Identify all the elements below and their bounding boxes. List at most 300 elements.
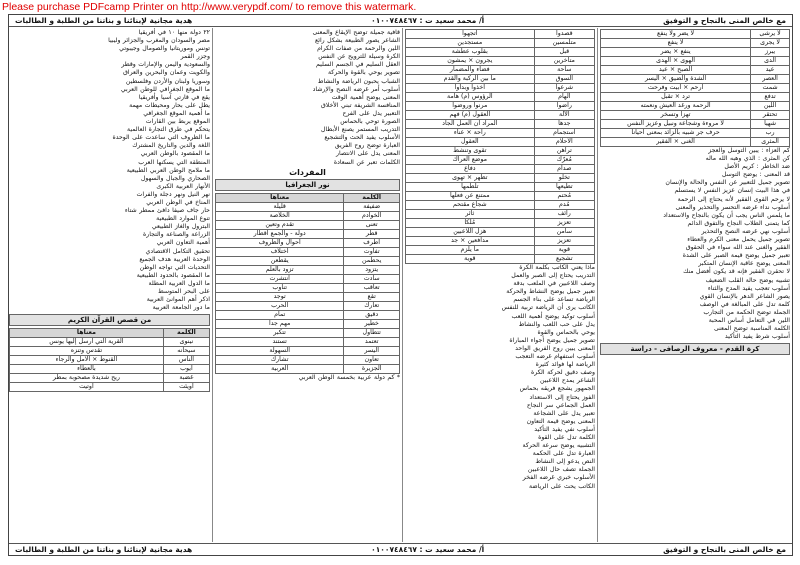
text-line: حار جاف صيفا دافئ ممطر شتاء: [124, 207, 210, 215]
table-cell-word: سادت: [344, 275, 400, 284]
table-cell-word: رب: [751, 129, 790, 138]
page-footer: [9, 543, 792, 555]
table-cell-meaning: قليلة: [216, 203, 344, 212]
text-line: وجزر القمر: [180, 53, 210, 61]
table-row: [406, 39, 595, 48]
table-row: [406, 48, 595, 57]
text-line: ما ملامح الوطن العربي الطبيعية: [126, 166, 210, 174]
text-line: أسلوب تعجب يفيد المدح والثناء: [707, 284, 790, 292]
table-cell-word: متأخرين: [534, 57, 594, 66]
text-line: المناخ في الوطن العربي: [146, 198, 210, 206]
table-cell-meaning: السهولة: [216, 347, 344, 356]
text-line: المعنى يوضح قيمة التعاون: [526, 417, 595, 425]
table-row: [216, 212, 400, 221]
table-header-word: الكلمة: [163, 328, 209, 337]
table-cell-word: مُعرّك: [534, 156, 594, 165]
table-row: [216, 230, 400, 239]
text-line: المعنى يبين روح الفريق الواحد: [515, 344, 595, 352]
text-line: تشبيه يوضح حالة القلب الضعيف: [705, 276, 790, 284]
table-cell-word: الهام: [534, 93, 594, 102]
column-right: [597, 28, 792, 542]
text-line: الجملة تصف حال اللاعبين: [527, 466, 595, 474]
geography-table-title: نور الجغرافيا: [215, 179, 400, 191]
table-row: [216, 329, 400, 338]
table-cell-word: راضوا: [534, 102, 594, 111]
table-cell-word: استجمام: [534, 129, 594, 138]
table-row: [406, 246, 595, 255]
table-row: [406, 228, 595, 237]
table-cell-meaning: راحة × عناء: [406, 129, 535, 138]
text-line: اللغة والدين والتاريخ المشترك: [132, 142, 210, 150]
text-line: الرياضة لها فوائد كثيرة: [535, 361, 595, 369]
text-line: المعنى يوضح عاقبة الإنسان المتكبر: [698, 260, 790, 268]
text-line: في هذا البيت إنسان عزيز النفس لا يستسلم: [674, 187, 790, 195]
table-row: [216, 284, 400, 293]
text-line: الجملة توضح الحكمة من التجارب: [703, 308, 790, 316]
table-header-word: الكلمة: [344, 194, 400, 203]
text-line: يوحي بالحماس والقوة: [537, 328, 595, 336]
table-cell-meaning: اختلاف: [216, 248, 344, 257]
table-row: [601, 48, 790, 57]
text-line: الموقع يربط بين القارات: [145, 118, 210, 126]
table-row: [601, 57, 790, 66]
table-cell-word: الخوادم: [344, 212, 400, 221]
table-cell-word: ساحة: [534, 66, 594, 75]
text-line: الجمهور يشجع فريقه بحماس: [519, 385, 595, 393]
text-line: تنوع الموارد الطبيعية: [156, 215, 210, 223]
table-row: [406, 174, 595, 183]
table-row: [216, 338, 400, 347]
column-middle-right: [402, 28, 597, 542]
text-line: الكلمات تعبر عن السعادة: [333, 158, 400, 166]
table-cell-word: لا يرشى: [751, 30, 790, 39]
table-cell-meaning: تزود بالعلم: [216, 266, 344, 275]
table-row: [601, 39, 790, 48]
table-cell-word: اليسر: [344, 347, 400, 356]
table-cell-meaning: مدافعين × جد: [406, 237, 535, 246]
table-cell-word: شهيا: [751, 120, 790, 129]
table-cell-word: مُدم: [534, 201, 594, 210]
text-line: كن المثرى : الذي وهبه الله ماله: [705, 155, 790, 163]
table-cell-meaning: مستجدين: [406, 39, 535, 48]
text-line: اللين والرحمة من صفات الكرام: [317, 45, 400, 53]
table-row: [406, 57, 595, 66]
text-line: أسلوب أمر غرضه النصح والإرشاد: [312, 85, 400, 93]
table-cell-word: الأحلام: [534, 138, 594, 147]
table-cell-word: تطيعها: [534, 183, 594, 192]
text-line: ما الظروف التي ساعدت على الوحدة: [112, 134, 210, 142]
table-cell-meaning: أرحم × أبيت وفرحت: [601, 84, 751, 93]
table-cell-meaning: أوتيت: [10, 382, 164, 391]
text-line: اذكر أهم الموانئ العربية: [146, 296, 210, 304]
text-line: والسعودية واليمن والإمارات وقطر: [121, 61, 210, 69]
table-row: [406, 66, 595, 75]
table-row: [601, 66, 790, 75]
table-row: [406, 192, 595, 201]
table-cell-meaning: توجد: [216, 293, 344, 302]
text-line: ما الدول العربية المطلة: [148, 279, 210, 287]
text-line: ما أهمية الموقع الجغرافي: [143, 109, 210, 117]
column-middle-left-text: [215, 29, 400, 166]
text-line: الأسلوب يفيد الحث والتشجيع: [324, 134, 400, 142]
table-cell-meaning: الصبح × عيد: [601, 66, 751, 75]
table-row: [216, 302, 400, 311]
table-cell-meaning: الرؤوس (م) هامة: [406, 93, 535, 102]
table-row: [406, 201, 595, 210]
text-line: التدريب المستمر يصنع الأبطال: [320, 126, 400, 134]
table-cell-meaning: يقطعن: [216, 257, 344, 266]
text-line: الكاتب يحث على الرياضة: [529, 482, 595, 490]
column-left: [7, 28, 212, 542]
table-cell-meaning: المراد أن العمل الجاد: [406, 120, 535, 129]
text-line: ما دور الجامعة العربية: [152, 304, 210, 312]
text-line: الشباب يحبون الرياضة والنشاط: [317, 77, 400, 85]
table-row: [216, 293, 400, 302]
text-line: يصور الشاعر الدهر بالإنسان القوي: [699, 292, 790, 300]
column-left-text: [9, 29, 210, 312]
table-row: [406, 210, 595, 219]
table-cell-meaning: موضع العراك: [406, 156, 535, 165]
text-line: تصوير يوحي بالقوة والحركة: [327, 69, 400, 77]
table-cell-meaning: تستند: [216, 338, 344, 347]
text-line: المعنى يوضح أهمية الوقت: [331, 93, 400, 101]
table-cell-meaning: أخذوا وبدأوا: [406, 84, 535, 93]
table-cell-word: تدفع: [751, 93, 790, 102]
table-cell-word: تعاون: [344, 356, 400, 365]
text-line: النص يدعو إلى النشاط: [535, 458, 595, 466]
table-row: [406, 147, 595, 156]
table-cell-meaning: الغنى × الفقير: [601, 138, 751, 147]
text-line: الفوز يحتاج إلى الاستعداد: [529, 393, 595, 401]
table-cell-meaning: بقلوب عطشة: [406, 48, 535, 57]
text-line: التحديات التي تواجه الوطن: [139, 263, 210, 271]
table-cell-word: جدها: [534, 120, 594, 129]
page-header: [9, 15, 792, 27]
text-line: يطل على بحار ومحيطات مهمة: [129, 101, 210, 109]
text-line: الرياضة تساعد على بناء الجسم: [513, 296, 595, 304]
vocab-table-middle: [405, 29, 595, 264]
table-cell-word: أويئت: [163, 382, 209, 391]
table-cell-word: مُحتم: [534, 192, 594, 201]
table-row: [601, 120, 790, 129]
table-row: [216, 365, 400, 374]
text-line: نهر النيل ونهر دجلة والفرات: [136, 190, 210, 198]
table-cell-word: سامن: [534, 228, 594, 237]
table-row: [601, 84, 790, 93]
text-line: قافية جميلة توضح الإيقاع والمعنى: [312, 29, 400, 36]
text-line: ٢٢ دولة منها ١٠ في أفريقيا: [138, 29, 210, 36]
table-header-meaning: معناها: [10, 328, 164, 337]
table-cell-word: تعزيز: [534, 219, 594, 228]
text-line: ما يلمس الناس يجب أن يكون بالنجاح والاستعداد: [663, 211, 790, 219]
table-row: [406, 129, 595, 138]
column-right-bottom-heading: كرة القدم - معروف الرصافى - دراسة: [600, 343, 790, 355]
text-line: لا تحقرن الفقير فإنه قد يكون أفضل منك: [683, 268, 790, 276]
table-cell-meaning: الحرب: [216, 302, 344, 311]
table-cell-meaning: العربية: [216, 365, 344, 374]
text-line: أسلوب استفهام غرضه التعجب: [515, 353, 595, 361]
table-row: [216, 257, 400, 266]
table-cell-word: عيد: [751, 66, 790, 75]
text-line: ضد الخاطر : كريم الأصل: [724, 163, 790, 171]
table-row: [406, 93, 595, 102]
table-cell-meaning: تهزأ وتسخر: [601, 111, 751, 120]
text-line: تصوير جميل للتعبير عن النفس والحالة والإنسان: [665, 179, 790, 187]
text-line: المنطقة التي يسكنها العرب: [138, 158, 210, 166]
table-cell-word: قوية: [534, 246, 594, 255]
text-line: تصوير جميل يوضح أجواء المباراة: [509, 336, 595, 344]
text-line: أسلوب شرط يفيد التأكيد: [724, 333, 790, 341]
table-cell-word: تشجيع: [534, 255, 594, 264]
worksheet-page: [8, 14, 793, 556]
table-cell-word: دقيق: [344, 311, 400, 320]
table-cell-word: الآلة: [534, 111, 594, 120]
table-cell-word: تعنى: [344, 221, 400, 230]
text-line: التعبير يدل على الفرح: [342, 109, 400, 117]
table-cell-meaning: ما بين الركبة والقدم: [406, 75, 535, 84]
table-cell-meaning: مرنوا وروضوا: [406, 102, 535, 111]
header-center-text: أ/ محمد سعيد ت : ٠١٠٠٧٤٨٤٦٧: [371, 16, 485, 25]
table-cell-word: تفاوت: [344, 248, 400, 257]
table-row: [216, 320, 400, 329]
quran-table-title: من قصص القرآن الكريم: [9, 314, 210, 326]
table-cell-meaning: الخلاصة: [216, 212, 344, 221]
text-line: ما المقصود بالحدود الطبيعية: [136, 271, 210, 279]
header-right-text: مع خالص المنى بالنجاح و التوفيق: [663, 16, 786, 25]
table-cell-meaning: مُلكا: [406, 219, 535, 228]
table-row: [216, 248, 400, 257]
table-row: [216, 275, 400, 284]
table-cell-meaning: القنوط × الأمل والرجاء: [10, 355, 164, 364]
table-row: [406, 255, 595, 264]
table-row: [406, 219, 595, 228]
vocab-heading: المفردات: [289, 168, 326, 178]
table-cell-word: تتطاول: [344, 329, 400, 338]
watermark-text: Please purchase PDFcamp Printer on http://www.verypdf.com/ to remove this watermark.: [2, 1, 417, 13]
table-cell-meaning: أحوال والظروف: [216, 239, 344, 248]
table-cell-word: الجزيرة: [344, 365, 400, 374]
table-cell-word: تعزيز: [534, 237, 594, 246]
table-cell-meaning: دفاع: [406, 165, 535, 174]
text-line: المنافسة الشريفة تبني الأخلاق: [320, 101, 400, 109]
table-row: [406, 156, 595, 165]
text-line: وصف اللاعبين في الملعب بدقة: [513, 280, 595, 288]
table-cell-word: الناس: [163, 355, 209, 364]
table-cell-meaning: ترد × تقبل: [601, 93, 751, 102]
table-cell-word: شرعوا: [534, 84, 594, 93]
table-row: [601, 102, 790, 111]
text-line: الأنهار العربية الكبرى: [156, 182, 210, 190]
text-line: ماذا يعني الكاتب بكلمة الكرة: [519, 264, 595, 271]
table-cell-meaning: حرف جر شبيه بالزائد بمعنى أحيانا: [601, 129, 751, 138]
table-cell-word: يحطمن: [344, 257, 400, 266]
text-line: الكاتب يرى أن الرياضة تربية للنفس: [501, 304, 595, 312]
table-header-meaning: معناها: [216, 194, 344, 203]
table-cell-meaning: دولة - والجمع أقطار: [216, 230, 344, 239]
table-cell-meaning: العقول: [406, 138, 535, 147]
table-row: [10, 337, 210, 346]
table-row: [601, 111, 790, 120]
table-cell-word: يبرز: [751, 48, 790, 57]
text-line: العقل السليم في الجسم السليم: [316, 61, 400, 69]
text-line: الكلمة تدل على القوة: [538, 433, 595, 441]
table-cell-meaning: انتشرت: [216, 275, 344, 284]
text-line: الشاعر يمدح اللاعبين: [539, 377, 595, 385]
table-cell-meaning: ممتنع عن فعلها: [406, 192, 535, 201]
table-cell-meaning: بالعطاء: [10, 364, 164, 373]
text-line: الكرة وسيلة للترويح عن النفس: [318, 53, 400, 61]
quran-vocab-table: [9, 328, 210, 392]
text-line: تعبير يدل على الشجاعة: [533, 409, 595, 417]
table-cell-meaning: تظهر × تهوى: [406, 174, 535, 183]
text-line: الوحدة العربية هدف الجميع: [139, 255, 210, 263]
text-line: اللين في التعامل أساس المحبة: [708, 316, 790, 324]
text-line: تونس وموريتانيا والصومال وجيبوتي: [119, 45, 210, 53]
table-cell-meaning: تقدس وتنزه: [10, 346, 164, 355]
table-cell-meaning: قوية: [406, 255, 535, 264]
table-row: [216, 266, 400, 275]
text-line: أهمية التعاون العربي: [156, 239, 210, 247]
text-line: يدل على حب اللعب والنشاط: [518, 320, 595, 328]
text-line: ما الموقع الجغرافي للوطن العربي: [120, 85, 210, 93]
table-row: [406, 183, 595, 192]
table-cell-meaning: لا مروءة وشجاعة ونبيل وعزيز النفس: [601, 120, 751, 129]
table-cell-meaning: يجرون × يمشون: [406, 57, 535, 66]
text-line: ما المقصود بالوطن العربي: [140, 150, 210, 158]
text-line: يتحكم في طرق التجارة العالمية: [127, 126, 210, 134]
table-cell-word: صدام: [534, 165, 594, 174]
text-line: يقع في قارتي آسيا وأفريقيا: [138, 93, 210, 101]
text-line: وسوريا ولبنان والأردن وفلسطين: [125, 77, 210, 85]
table-cell-word: ضفيفة: [344, 203, 400, 212]
table-cell-word: تراهن: [534, 147, 594, 156]
table-row: [10, 364, 210, 373]
text-line: المعنى يدل على الانتصار: [335, 150, 400, 158]
table-cell-meaning: هزل اللاعبين: [406, 228, 535, 237]
table-row: [10, 373, 210, 382]
table-cell-word: تعارك: [344, 302, 400, 311]
table-cell-word: سيحانه: [163, 346, 209, 355]
text-line: تعبير جميل يوضح النشاط والحركة: [506, 288, 595, 296]
text-line: الزراعة والصناعة والتجارة: [143, 231, 210, 239]
table-cell-word: الدى: [751, 57, 790, 66]
vocab-table-right: [600, 29, 790, 147]
text-line: الفقير والغنى عند الله سواء في الحقوق: [685, 244, 790, 252]
table-cell-word: تخلو: [534, 174, 594, 183]
table-cell-meaning: ينفع × يضر: [601, 48, 751, 57]
geography-note: * كم دولة عربية بخمسة الوطن العربي: [298, 374, 400, 382]
table-row: [216, 221, 400, 230]
table-cell-word: المثرى: [751, 138, 790, 147]
text-line: العمل الجماعي سر النجاح: [526, 401, 595, 409]
footer-left-text: هدية مجانية لإبنائنا و بناتنا من الطلبة و الطالبات: [15, 545, 193, 554]
table-row: [216, 311, 400, 320]
text-line: التدريب يحتاج إلى الصبر والعمل: [511, 272, 595, 280]
table-cell-word: اللين: [751, 102, 790, 111]
table-row: [406, 30, 595, 39]
table-cell-word: تعاقب: [344, 284, 400, 293]
table-cell-meaning: العقول (م) فهم: [406, 111, 535, 120]
text-line: الكلمة المناسبة توضح المعنى: [713, 325, 790, 333]
column-middle-right-text: [405, 264, 595, 490]
table-row: [216, 356, 400, 365]
table-cell-word: العصر: [751, 75, 790, 84]
table-cell-meaning: تمام: [216, 311, 344, 320]
table-cell-meaning: تتكبر: [216, 329, 344, 338]
text-line: البترول والغاز الطبيعي: [151, 223, 210, 231]
table-cell-word: قصدوا: [534, 30, 594, 39]
footer-center-text: أ/ محمد سعيد ت : ٠١٠٠٧٤٨٤٦٧: [371, 545, 485, 554]
text-line: مصر والسودان والمغرب والجزائر وليبيا: [108, 37, 210, 45]
table-row: [406, 102, 595, 111]
text-line: التشبيه يوضح سرعة الحركة: [522, 442, 595, 450]
text-line: لا يرحم القوى الفقير لأنه يحتاج إلى الرحمة: [677, 195, 790, 203]
text-line: كم العزاء : يبين التوسل والعجز: [708, 147, 790, 154]
table-cell-meaning: لا يضر ولا ينفع: [601, 30, 751, 39]
text-line: أسلوب نهي غرضه النصح والتحذير: [701, 227, 790, 235]
text-line: أسلوب نداء غرضه التحسر والتحذير والمعنى: [675, 203, 790, 211]
text-line: أسلوب نفي يفيد التأكيد: [534, 425, 595, 433]
table-cell-word: قطر: [344, 230, 400, 239]
table-row: [406, 120, 595, 129]
text-line: الصحاري والجبال والسهول: [140, 174, 210, 182]
table-cell-word: خطير: [344, 320, 400, 329]
table-cell-meaning: شجاع مقتحم: [406, 201, 535, 210]
table-cell-meaning: تلطمها: [406, 183, 535, 192]
table-cell-meaning: ما يلزم: [406, 246, 535, 255]
table-row: [406, 111, 595, 120]
geography-table: [215, 193, 400, 374]
table-cell-word: يتزود: [344, 266, 400, 275]
text-line: قد المعنى : يوضح التوسل: [721, 171, 790, 179]
table-cell-word: قبل: [534, 48, 594, 57]
table-cell-word: نينوى: [163, 337, 209, 346]
text-line: كلمة تدل على المبالغة في الوصف: [699, 300, 790, 308]
table-cell-meaning: تقدم وتعين: [216, 221, 344, 230]
text-line: العبارة تدل على الحكمة: [532, 450, 595, 458]
table-row: [10, 382, 210, 391]
table-cell-meaning: مهم جدا: [216, 320, 344, 329]
text-line: على البحر المتوسط: [157, 288, 210, 295]
table-row: [601, 138, 790, 147]
table-cell-meaning: الرحمة ورغد العيش ونعمته: [601, 102, 751, 111]
table-row: [601, 30, 790, 39]
table-cell-meaning: القرية التي أرسل إليها يونس: [10, 337, 164, 346]
table-cell-meaning: الهوى × الهدى: [601, 57, 751, 66]
table-cell-meaning: ريح شديدة مصحوبة بمطر: [10, 373, 164, 382]
table-cell-meaning: فضاء والمضمار: [406, 66, 535, 75]
header-left-text: هدية مجانية لإبنائنا و بناتنا من الطلبة و الطالبات: [15, 16, 193, 25]
column-middle-left: [212, 28, 402, 542]
text-line: العبارة توضح روح الفريق: [334, 142, 400, 150]
table-cell-meaning: تشارك: [216, 356, 344, 365]
table-cell-word: متلمسين: [534, 39, 594, 48]
table-row: [601, 129, 790, 138]
table-row: [406, 75, 595, 84]
table-row: [406, 84, 595, 93]
table-cell-word: لا يجرى: [751, 39, 790, 48]
table-row: [216, 239, 400, 248]
table-cell-meaning: تقوى وتنشط: [406, 147, 535, 156]
table-cell-meaning: تناوب: [216, 284, 344, 293]
table-row: [406, 165, 595, 174]
table-row: [601, 75, 790, 84]
table-row: [10, 346, 210, 355]
table-row: [216, 203, 400, 212]
text-line: الأسلوب خبري غرضه الفخر: [522, 474, 595, 482]
table-cell-word: شمت: [751, 84, 790, 93]
text-line: كما يتمنى الطلاب النجاح والتفوق الدائم: [687, 219, 790, 227]
